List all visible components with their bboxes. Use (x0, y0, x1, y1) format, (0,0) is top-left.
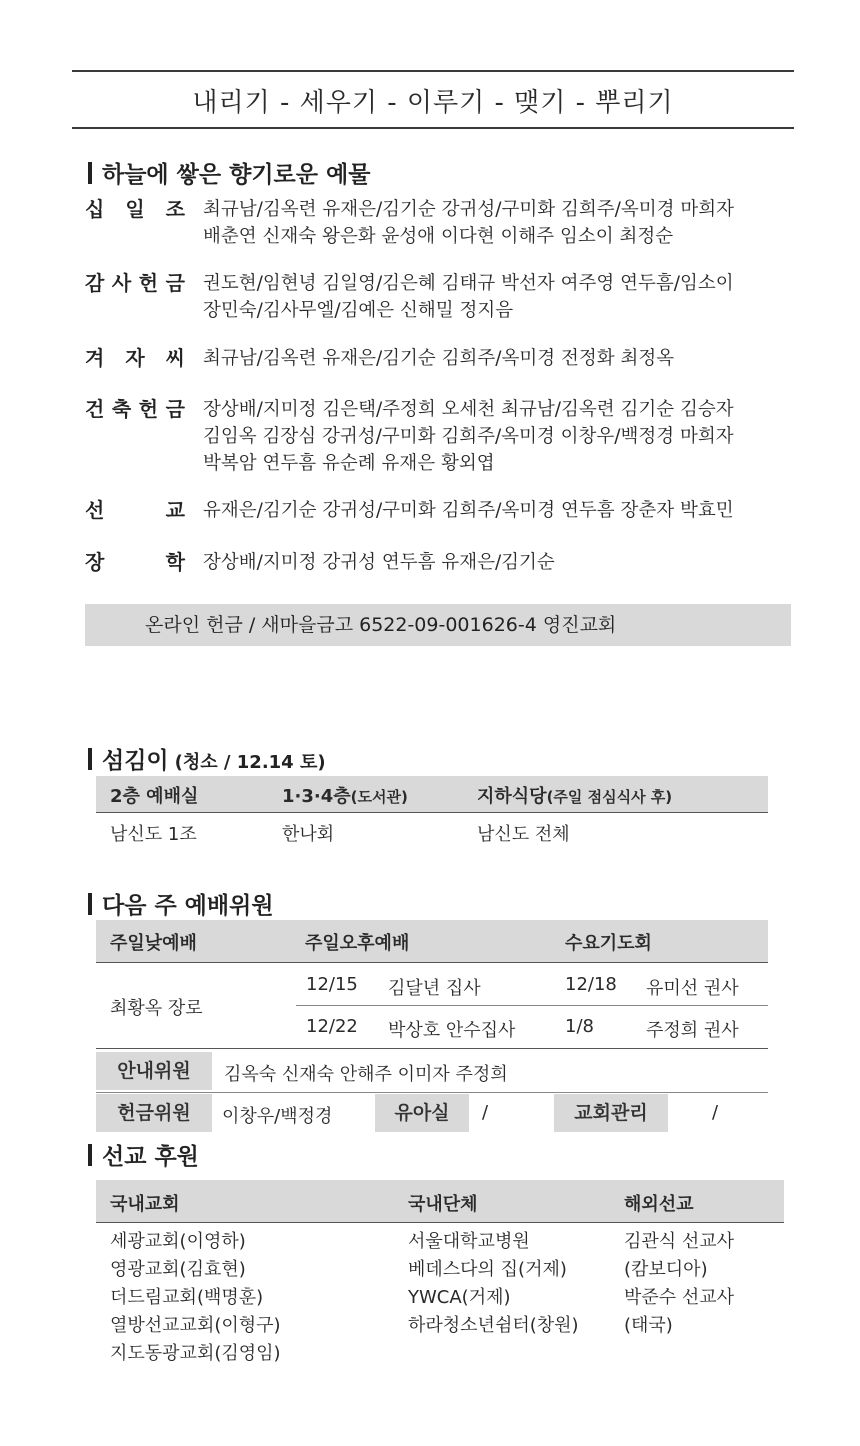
worship-pm-name: 박상호 안수집사 (388, 1020, 516, 1041)
mission-item: 열방선교교회(이형구) (110, 1315, 281, 1336)
serving-header-floor134 (282, 782, 408, 808)
heading-bar (88, 748, 92, 770)
mission-item: (태국) (624, 1315, 673, 1336)
offering-label (85, 497, 185, 524)
offering-label-char: 자 (125, 346, 145, 370)
serving-header-basement (477, 782, 672, 808)
offering-label-char: 헌 (138, 397, 159, 421)
banner-bottom-rule (72, 127, 794, 129)
worship-pm-date: 12/15 (306, 974, 358, 995)
offering-label-char: 축 (111, 397, 132, 421)
serving-header-floor2-main: 2층 예배실 (110, 786, 199, 807)
offering-committee-label: 헌금위원 (96, 1094, 212, 1132)
worship-sunday-am-leader: 최황옥 장로 (110, 998, 203, 1019)
mission-item: 영광교회(김효현) (110, 1259, 246, 1280)
mission-item: 하라청소년쉼터(창원) (408, 1315, 579, 1336)
offering-names (203, 396, 799, 477)
banner-title: 내리기 - 세우기 - 이루기 - 맺기 - 뿌리기 (192, 88, 674, 118)
offering-names (203, 549, 799, 576)
offering-names-line: 배춘연 신재숙 왕은화 윤성애 이다현 이해주 임소이 최정순 (203, 226, 674, 247)
serving-header-floor2 (110, 782, 198, 808)
offering-label-char: 학 (165, 550, 185, 574)
offering-names-line: 김임옥 김장심 강귀성/구미화 김희주/옥미경 이창우/백정경 마희자 (203, 426, 734, 447)
mission-heading (88, 1138, 199, 1171)
mission-item: YWCA(거제) (408, 1287, 511, 1308)
nursery-value: / (482, 1102, 489, 1123)
worship-header-sunday-pm: 주일오후예배 (305, 933, 410, 954)
worship-wed-name: 주정희 권사 (646, 1020, 739, 1041)
mission-title: 선교 후원 (102, 1144, 199, 1170)
usher-label: 안내위원 (96, 1052, 212, 1090)
banner-top-rule (72, 70, 794, 72)
offering-names-line: 박복암 연두흠 유순례 유재은 황외엽 (203, 453, 495, 474)
offering-label (85, 396, 185, 423)
serving-header-basement-main: 지하식당 (477, 786, 547, 807)
offering-label-char: 장 (85, 550, 105, 574)
worship-pm-name: 김달년 집사 (388, 978, 481, 999)
offering-label (85, 196, 185, 223)
offering-names (203, 270, 799, 324)
offering-label-char: 금 (165, 271, 185, 295)
offering-committee-names: 이창우/백정경 (222, 1106, 333, 1127)
worship-wed-date: 12/18 (565, 974, 617, 995)
offering-label-char: 조 (165, 197, 185, 221)
usher-row-bottom (96, 1092, 768, 1093)
offering-names (203, 497, 799, 524)
offering-label (85, 345, 185, 372)
nursery-label: 유아실 (375, 1094, 469, 1132)
serving-header-basement-small: (주일 점심식사 후) (546, 788, 673, 806)
offering-label (85, 549, 185, 576)
heading-bar (88, 162, 92, 184)
offering-label-char: 교 (165, 498, 185, 522)
serving-cell-basement: 남신도 전체 (477, 824, 570, 845)
offering-label-char: 건 (85, 397, 105, 421)
worship-header-sunday-am: 주일낮예배 (110, 933, 197, 954)
mission-item: 지도동광교회(김영임) (110, 1343, 281, 1364)
worship-pm-date: 12/22 (306, 1016, 358, 1037)
mission-item: 서울대학교병원 (408, 1231, 530, 1252)
worship-wed-date: 1/8 (565, 1016, 594, 1037)
heading-bar (88, 893, 92, 915)
offerings-heading (88, 156, 370, 189)
offering-names (203, 345, 799, 372)
mission-item: 세광교회(이영하) (110, 1231, 246, 1252)
offering-names (203, 196, 799, 250)
mission-item: 김관식 선교사 (624, 1231, 735, 1252)
mission-header-domestic-church: 국내교회 (110, 1194, 180, 1215)
serving-title: 섬김이 (102, 748, 169, 774)
offering-names-line: 최규남/김옥련 유재은/김기순 김희주/옥미경 전정화 최정옥 (203, 348, 675, 369)
offering-label-char: 일 (125, 197, 145, 221)
worship-title: 다음 주 예배위원 (102, 893, 274, 919)
mission-item: 더드림교회(백명훈) (110, 1287, 264, 1308)
offering-names-line: 권도현/임현녕 김일영/김은혜 김태규 박선자 여주영 연두흠/임소이 (203, 273, 734, 294)
serving-header-floor134-main: 1·3·4층 (282, 786, 351, 807)
mission-item: 베데스다의 집(거제) (408, 1259, 567, 1280)
offering-label-char: 금 (165, 397, 185, 421)
offering-label-char: 씨 (165, 346, 185, 370)
offering-label-char: 겨 (85, 346, 105, 370)
worship-header-underline (96, 962, 768, 963)
online-offering-banner: 온라인 헌금 / 새마을금고 6522-09-001626-4 영진교회 (85, 604, 791, 646)
serving-header-floor134-small: (도서관) (350, 788, 408, 806)
serving-heading (88, 742, 326, 775)
worship-row-divider (296, 1005, 768, 1006)
offering-label-char: 선 (85, 498, 105, 522)
offering-names-line: 장상배/지미정 김은택/주정희 오세천 최규남/김옥련 김기순 김승자 (203, 399, 734, 420)
offering-names-line: 장상배/지미정 강귀성 연두흠 유재은/김기순 (203, 552, 555, 573)
heading-bar (88, 1144, 92, 1166)
offering-label-char: 십 (85, 197, 105, 221)
church-management-value: / (712, 1102, 719, 1123)
offerings-title: 하늘에 쌓은 향기로운 예물 (102, 162, 371, 188)
offering-names-line: 유재은/김기순 강귀성/구미화 김희주/옥미경 연두흠 장춘자 박효민 (203, 500, 734, 521)
mission-item: 박준수 선교사 (624, 1287, 735, 1308)
offering-label (85, 270, 185, 297)
mission-header-overseas: 해외선교 (624, 1194, 694, 1215)
offering-label-char: 헌 (138, 271, 159, 295)
offering-label-char: 감 (85, 271, 105, 295)
serving-header-underline (96, 812, 768, 813)
mission-item: (캄보디아) (624, 1259, 708, 1280)
usher-names: 김옥숙 신재숙 안해주 이미자 주정희 (224, 1064, 508, 1085)
worship-heading (88, 887, 274, 920)
worship-header-wednesday: 수요기도회 (565, 933, 652, 954)
worship-wed-name: 유미선 권사 (646, 978, 739, 999)
serving-cell-floor134: 한나회 (282, 824, 335, 845)
offering-names-line: 장민숙/김사무엘/김예은 신해밀 정지음 (203, 300, 514, 321)
worship-table-bottom (96, 1048, 768, 1049)
mission-header-underline (96, 1222, 784, 1223)
offering-names-line: 최규남/김옥련 유재은/김기순 강귀성/구미화 김희주/옥미경 마희자 (203, 199, 734, 220)
serving-subtitle: (청소 / 12.14 토) (174, 752, 326, 773)
mission-header-domestic-org: 국내단체 (408, 1194, 478, 1215)
offering-label-char: 사 (111, 271, 132, 295)
church-management-label: 교회관리 (554, 1094, 668, 1132)
serving-cell-floor2: 남신도 1조 (110, 824, 197, 845)
